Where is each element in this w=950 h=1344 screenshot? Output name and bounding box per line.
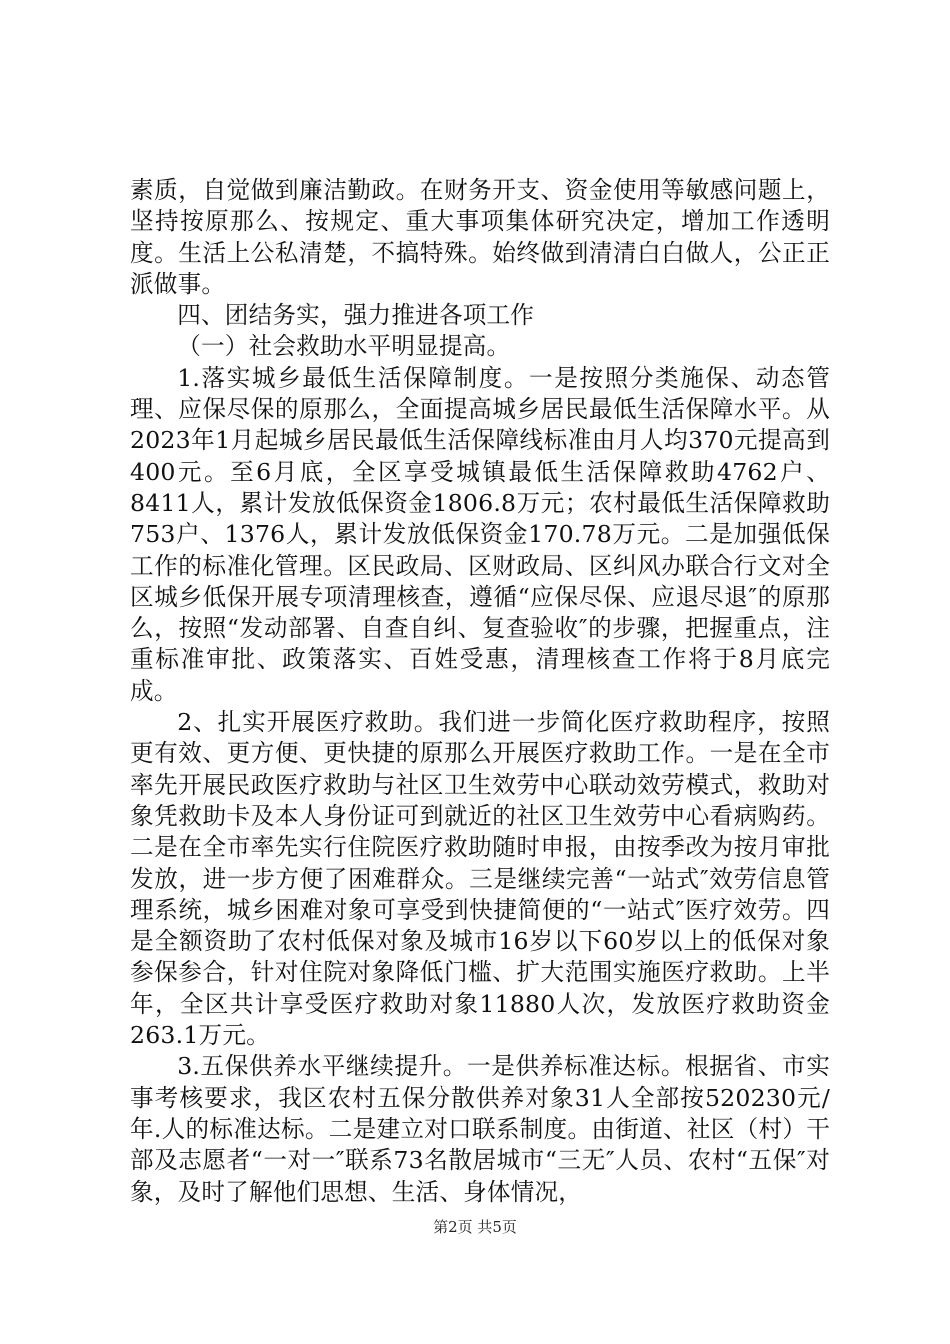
section-heading: 四、团结务实，强力推进各项工作 <box>177 301 535 330</box>
paragraph-continuation: 素质，自觉做到廉洁勤政。在财务开支、资金使用等敏感问题上，坚持按原那么、按规定、重大事项集体研究决定，增加工作透明度。生活上公私清楚，不搞特殊。始终做到清清白白做人，公正正派做事。 <box>130 176 830 298</box>
paragraph-five-guarantees: 3.五保供养水平继续提升。一是供养标准达标。根据省、市实事考核要求，我区农村五保分散供养对象31人全部按520230元/年.人的标准达标。二是建立对口联系制度。由街道、社区（村）干部及志愿者“一对一″联系73名散居城市“三无″人员、农村“五保″对象，及时了解他们思想、生活、身体情况， <box>130 1052 830 1206</box>
paragraph-minimum-living: 1.落实城乡最低生活保障制度。一是按照分类施保、动态管理、应保尽保的原那么，全面提高城乡居民最低生活保障水平。从2023年1月起城乡居民最低生活保障线标准由月人均370元提高到400元。至6月底，全区享受城镇最低生活保障救助4762户、8411人，累计发放低保资金1806.8万元；农村最低生活保障救助753户、1376人，累计发放低保资金170.78万元。二是加强低保工作的标准化管理。区民政局、区财政局、区纠风办联合行文对全区城乡低保开展专项清理核查，遵循“应保尽保、应退尽退″的原那么，按照“发动部署、自查自纠、复查验收″的步骤，把握重点，注重标准审批、政策落实、百姓受惠，清理核查工作将于8月底完成。 <box>130 363 830 705</box>
page-footer: 第2页 共5页 <box>433 1218 517 1236</box>
body-text <box>130 175 830 1208</box>
subsection-heading: （一）社会救助水平明显提高。 <box>177 332 511 361</box>
paragraph-medical-aid: 2、扎实开展医疗救助。我们进一步简化医疗救助程序，按照更有效、更方便、更快捷的原那么开展医疗救助工作。一是在全市率先开展民政医疗救助与社区卫生效劳中心联动效劳模式，救助对象凭救助卡及本人身份证可到就近的社区卫生效劳中心看病购药。二是在全市率先实行住院医疗救助随时申报，由按季改为按月审批发放，进一步方便了困难群众。三是继续完善“一站式″效劳信息管理系统，城乡困难对象可享受到快捷简便的“一站式″医疗效劳。四是全额资助了农村低保对象及城市16岁以下60岁以上的低保对象参保参合，针对住院对象降低门槛、扩大范围实施医疗救助。上半年，全区共计享受医疗救助对象11880人次，发放医疗救助资金263.1万元。 <box>130 708 830 1050</box>
